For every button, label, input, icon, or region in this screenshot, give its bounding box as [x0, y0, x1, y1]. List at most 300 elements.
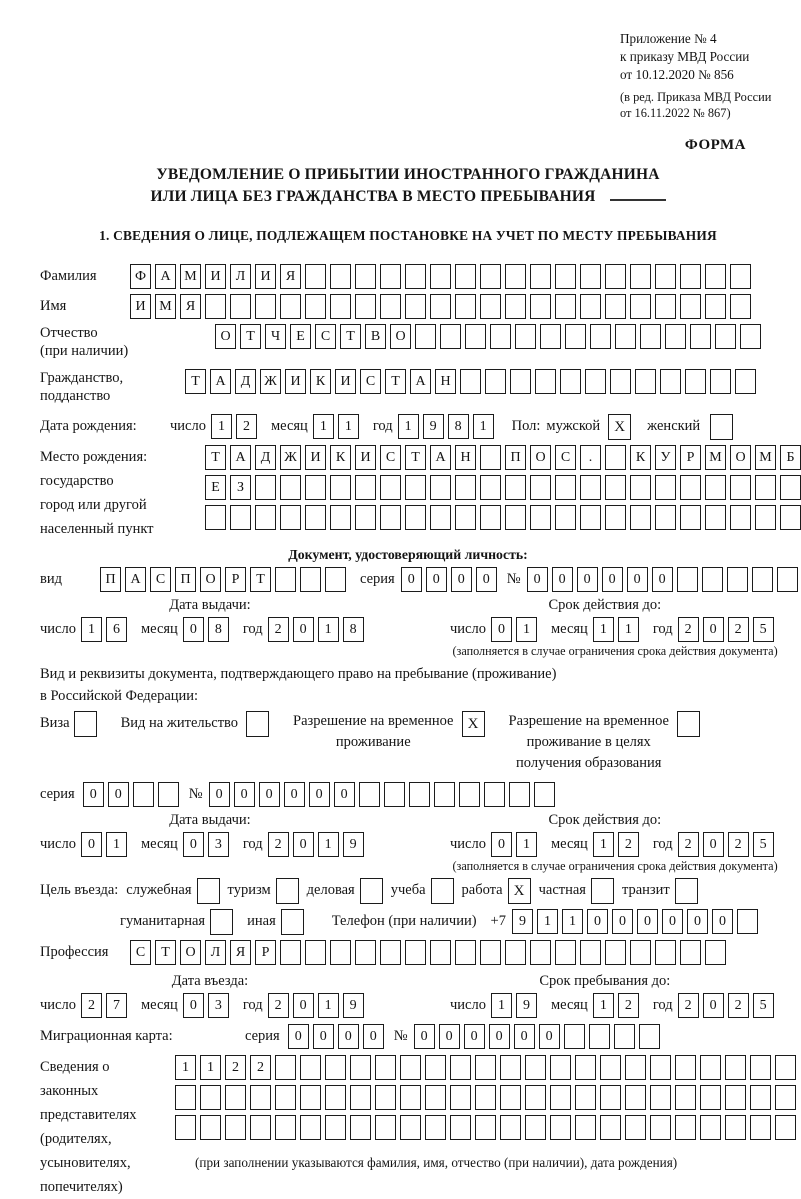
char-cell[interactable] [564, 1024, 585, 1049]
date-cell[interactable]: 2 [728, 993, 749, 1018]
char-cell[interactable] [350, 1115, 371, 1140]
char-cell[interactable] [700, 1085, 721, 1110]
char-cell[interactable]: 0 [363, 1024, 384, 1049]
char-cell[interactable]: Р [680, 445, 701, 470]
char-cell[interactable] [710, 369, 731, 394]
char-cell[interactable] [685, 369, 706, 394]
char-cell[interactable] [530, 505, 551, 530]
char-cell[interactable]: 0 [539, 1024, 560, 1049]
char-cell[interactable] [475, 1115, 496, 1140]
date-cell[interactable]: 0 [703, 993, 724, 1018]
char-cell[interactable] [330, 264, 351, 289]
char-cell[interactable] [409, 782, 430, 807]
char-cell[interactable] [660, 369, 681, 394]
char-cell[interactable] [550, 1085, 571, 1110]
char-cell[interactable] [300, 1115, 321, 1140]
permit-doc-number-boxes[interactable] [209, 782, 555, 807]
char-cell[interactable] [425, 1055, 446, 1080]
char-cell[interactable]: Т [250, 567, 271, 592]
char-cell[interactable] [530, 940, 551, 965]
date-cell[interactable]: 0 [491, 617, 512, 642]
char-cell[interactable]: С [150, 567, 171, 592]
char-cell[interactable] [225, 1115, 246, 1140]
date-cell[interactable]: 2 [618, 993, 639, 1018]
date-cell[interactable]: 0 [81, 832, 102, 857]
char-cell[interactable] [355, 264, 376, 289]
char-cell[interactable] [325, 1085, 346, 1110]
date-cell[interactable]: 5 [753, 617, 774, 642]
char-cell[interactable] [600, 1085, 621, 1110]
char-cell[interactable] [380, 505, 401, 530]
birthplace-boxes-row3[interactable] [205, 505, 801, 530]
char-cell[interactable]: И [355, 445, 376, 470]
char-cell[interactable] [230, 505, 251, 530]
char-cell[interactable] [405, 505, 426, 530]
date-cell[interactable]: 1 [81, 617, 102, 642]
date-cell[interactable]: 1 [106, 832, 127, 857]
char-cell[interactable] [359, 782, 380, 807]
char-cell[interactable] [455, 475, 476, 500]
purpose-option-checkbox[interactable] [431, 878, 454, 904]
char-cell[interactable]: Я [180, 294, 201, 319]
sex-male-checkbox[interactable]: X [608, 414, 631, 440]
char-cell[interactable] [480, 505, 501, 530]
char-cell[interactable] [780, 505, 801, 530]
char-cell[interactable]: 0 [401, 567, 422, 592]
char-cell[interactable] [752, 567, 773, 592]
char-cell[interactable]: Т [155, 940, 176, 965]
char-cell[interactable] [500, 1055, 521, 1080]
char-cell[interactable] [700, 1115, 721, 1140]
char-cell[interactable] [534, 782, 555, 807]
char-cell[interactable] [555, 294, 576, 319]
char-cell[interactable] [425, 1115, 446, 1140]
char-cell[interactable] [375, 1055, 396, 1080]
char-cell[interactable] [655, 475, 676, 500]
char-cell[interactable] [400, 1115, 421, 1140]
char-cell[interactable] [305, 475, 326, 500]
date-cell[interactable]: 9 [516, 993, 537, 1018]
char-cell[interactable]: Н [435, 369, 456, 394]
profession-boxes[interactable] [130, 940, 726, 965]
char-cell[interactable] [737, 909, 758, 934]
char-cell[interactable] [330, 505, 351, 530]
char-cell[interactable] [639, 1024, 660, 1049]
char-cell[interactable]: Н [455, 445, 476, 470]
date-cell[interactable]: 2 [81, 993, 102, 1018]
char-cell[interactable]: О [200, 567, 221, 592]
char-cell[interactable] [133, 782, 154, 807]
char-cell[interactable] [255, 294, 276, 319]
char-cell[interactable] [680, 940, 701, 965]
char-cell[interactable] [525, 1115, 546, 1140]
char-cell[interactable]: И [285, 369, 306, 394]
char-cell[interactable] [690, 324, 711, 349]
char-cell[interactable] [705, 505, 726, 530]
char-cell[interactable]: А [125, 567, 146, 592]
char-cell[interactable]: Е [205, 475, 226, 500]
char-cell[interactable] [225, 1085, 246, 1110]
char-cell[interactable] [205, 294, 226, 319]
migration-card-number-boxes[interactable] [414, 1024, 660, 1049]
char-cell[interactable]: 0 [612, 909, 633, 934]
char-cell[interactable] [405, 294, 426, 319]
permit-doc-issue-date[interactable] [40, 832, 432, 857]
char-cell[interactable] [640, 324, 661, 349]
char-cell[interactable] [665, 324, 686, 349]
char-cell[interactable]: Л [205, 940, 226, 965]
date-cell[interactable]: 7 [106, 993, 127, 1018]
char-cell[interactable] [500, 1085, 521, 1110]
char-cell[interactable] [555, 940, 576, 965]
char-cell[interactable] [275, 1055, 296, 1080]
char-cell[interactable]: З [230, 475, 251, 500]
char-cell[interactable] [575, 1115, 596, 1140]
char-cell[interactable] [610, 369, 631, 394]
char-cell[interactable] [680, 264, 701, 289]
char-cell[interactable]: 0 [489, 1024, 510, 1049]
date-cell[interactable]: 1 [318, 832, 339, 857]
identity-doc-kind-boxes[interactable] [100, 567, 346, 592]
char-cell[interactable]: 0 [577, 567, 598, 592]
date-cell[interactable]: 0 [183, 993, 204, 1018]
char-cell[interactable] [490, 324, 511, 349]
char-cell[interactable] [630, 940, 651, 965]
char-cell[interactable]: 1 [175, 1055, 196, 1080]
birthdate-group[interactable] [170, 414, 498, 439]
char-cell[interactable] [480, 475, 501, 500]
char-cell[interactable]: А [155, 264, 176, 289]
purpose-option-checkbox[interactable] [197, 878, 220, 904]
date-cell[interactable]: 1 [593, 617, 614, 642]
char-cell[interactable] [730, 475, 751, 500]
char-cell[interactable] [525, 1055, 546, 1080]
char-cell[interactable] [630, 475, 651, 500]
char-cell[interactable] [655, 940, 676, 965]
char-cell[interactable] [455, 940, 476, 965]
char-cell[interactable] [775, 1085, 796, 1110]
char-cell[interactable]: П [100, 567, 121, 592]
char-cell[interactable] [430, 264, 451, 289]
char-cell[interactable] [434, 782, 455, 807]
char-cell[interactable] [384, 782, 405, 807]
char-cell[interactable] [560, 369, 581, 394]
char-cell[interactable]: 0 [602, 567, 623, 592]
char-cell[interactable] [775, 1055, 796, 1080]
char-cell[interactable] [730, 264, 751, 289]
date-cell[interactable]: 1 [516, 832, 537, 857]
char-cell[interactable] [400, 1085, 421, 1110]
char-cell[interactable] [325, 1115, 346, 1140]
char-cell[interactable] [158, 782, 179, 807]
char-cell[interactable] [455, 505, 476, 530]
char-cell[interactable] [330, 475, 351, 500]
char-cell[interactable] [575, 1055, 596, 1080]
char-cell[interactable] [750, 1085, 771, 1110]
char-cell[interactable] [300, 567, 321, 592]
char-cell[interactable] [540, 324, 561, 349]
char-cell[interactable] [280, 475, 301, 500]
char-cell[interactable] [380, 264, 401, 289]
char-cell[interactable] [250, 1085, 271, 1110]
date-cell[interactable]: 1 [593, 832, 614, 857]
char-cell[interactable] [740, 324, 761, 349]
edu-residence-checkbox[interactable] [677, 711, 700, 737]
char-cell[interactable] [350, 1055, 371, 1080]
char-cell[interactable] [605, 940, 626, 965]
char-cell[interactable]: Т [385, 369, 406, 394]
sex-female-checkbox[interactable] [710, 414, 733, 440]
char-cell[interactable] [680, 505, 701, 530]
char-cell[interactable]: И [205, 264, 226, 289]
purpose-option-checkbox[interactable] [276, 878, 299, 904]
char-cell[interactable] [200, 1115, 221, 1140]
char-cell[interactable] [675, 1115, 696, 1140]
char-cell[interactable]: 0 [439, 1024, 460, 1049]
char-cell[interactable] [280, 505, 301, 530]
char-cell[interactable] [635, 369, 656, 394]
char-cell[interactable] [255, 475, 276, 500]
char-cell[interactable] [725, 1085, 746, 1110]
date-cell[interactable]: 9 [343, 993, 364, 1018]
date-cell[interactable]: 2 [236, 414, 257, 439]
char-cell[interactable] [400, 1055, 421, 1080]
char-cell[interactable] [705, 475, 726, 500]
char-cell[interactable] [375, 1115, 396, 1140]
char-cell[interactable]: 0 [334, 782, 355, 807]
char-cell[interactable]: Р [255, 940, 276, 965]
char-cell[interactable] [675, 1055, 696, 1080]
char-cell[interactable] [505, 505, 526, 530]
purpose-option-checkbox[interactable] [281, 909, 304, 935]
char-cell[interactable]: О [730, 445, 751, 470]
char-cell[interactable] [525, 1085, 546, 1110]
char-cell[interactable]: О [180, 940, 201, 965]
char-cell[interactable] [355, 940, 376, 965]
char-cell[interactable]: У [655, 445, 676, 470]
date-cell[interactable]: 8 [208, 617, 229, 642]
date-cell[interactable]: 2 [268, 993, 289, 1018]
char-cell[interactable]: 0 [652, 567, 673, 592]
date-cell[interactable]: 2 [268, 832, 289, 857]
stay-until-date[interactable] [450, 993, 778, 1018]
date-cell[interactable]: 1 [516, 617, 537, 642]
char-cell[interactable]: Б [780, 445, 801, 470]
char-cell[interactable] [175, 1085, 196, 1110]
surname-boxes[interactable] [130, 264, 751, 289]
char-cell[interactable] [580, 264, 601, 289]
char-cell[interactable]: 1 [537, 909, 558, 934]
date-cell[interactable]: 5 [753, 832, 774, 857]
birthplace-boxes-row1[interactable] [205, 445, 801, 470]
date-cell[interactable]: 0 [183, 617, 204, 642]
char-cell[interactable] [455, 294, 476, 319]
date-cell[interactable]: 6 [106, 617, 127, 642]
char-cell[interactable]: Ч [265, 324, 286, 349]
purpose-option-checkbox[interactable] [360, 878, 383, 904]
date-cell[interactable]: 2 [618, 832, 639, 857]
char-cell[interactable] [205, 505, 226, 530]
date-cell[interactable]: 0 [183, 832, 204, 857]
char-cell[interactable]: 0 [284, 782, 305, 807]
char-cell[interactable] [430, 294, 451, 319]
char-cell[interactable] [475, 1055, 496, 1080]
char-cell[interactable] [510, 369, 531, 394]
permit-doc-valid-date[interactable] [450, 832, 778, 857]
citizenship-boxes[interactable] [185, 369, 756, 394]
char-cell[interactable]: 0 [514, 1024, 535, 1049]
char-cell[interactable] [700, 1055, 721, 1080]
char-cell[interactable] [550, 1055, 571, 1080]
purpose-option-checkbox[interactable]: X [508, 878, 531, 904]
char-cell[interactable] [650, 1115, 671, 1140]
char-cell[interactable] [500, 1115, 521, 1140]
char-cell[interactable] [440, 324, 461, 349]
date-cell[interactable]: 2 [268, 617, 289, 642]
char-cell[interactable] [480, 445, 501, 470]
char-cell[interactable] [555, 505, 576, 530]
char-cell[interactable]: 1 [200, 1055, 221, 1080]
residence-permit-checkbox[interactable] [246, 711, 269, 737]
char-cell[interactable] [380, 294, 401, 319]
date-cell[interactable]: 1 [491, 993, 512, 1018]
char-cell[interactable] [727, 567, 748, 592]
date-cell[interactable]: 0 [293, 617, 314, 642]
char-cell[interactable]: 0 [587, 909, 608, 934]
char-cell[interactable]: Д [235, 369, 256, 394]
char-cell[interactable]: М [155, 294, 176, 319]
char-cell[interactable] [405, 940, 426, 965]
char-cell[interactable] [655, 505, 676, 530]
char-cell[interactable]: 0 [476, 567, 497, 592]
char-cell[interactable]: Я [230, 940, 251, 965]
char-cell[interactable]: С [360, 369, 381, 394]
char-cell[interactable] [705, 264, 726, 289]
char-cell[interactable] [300, 1055, 321, 1080]
char-cell[interactable]: Ж [280, 445, 301, 470]
char-cell[interactable]: 0 [662, 909, 683, 934]
representatives-boxes-row3[interactable] [175, 1115, 796, 1140]
char-cell[interactable]: 0 [288, 1024, 309, 1049]
char-cell[interactable] [275, 1085, 296, 1110]
entry-date-group[interactable] [40, 993, 432, 1018]
date-cell[interactable]: 0 [703, 832, 724, 857]
char-cell[interactable]: С [315, 324, 336, 349]
char-cell[interactable] [630, 264, 651, 289]
char-cell[interactable]: 0 [451, 567, 472, 592]
date-cell[interactable]: 0 [703, 617, 724, 642]
char-cell[interactable] [465, 324, 486, 349]
char-cell[interactable]: И [130, 294, 151, 319]
char-cell[interactable]: О [215, 324, 236, 349]
char-cell[interactable] [530, 475, 551, 500]
char-cell[interactable] [480, 264, 501, 289]
char-cell[interactable] [580, 294, 601, 319]
date-cell[interactable]: 8 [448, 414, 469, 439]
char-cell[interactable] [460, 369, 481, 394]
char-cell[interactable] [425, 1085, 446, 1110]
char-cell[interactable] [405, 264, 426, 289]
char-cell[interactable]: С [130, 940, 151, 965]
char-cell[interactable] [625, 1085, 646, 1110]
char-cell[interactable] [509, 782, 530, 807]
char-cell[interactable] [555, 264, 576, 289]
char-cell[interactable]: О [530, 445, 551, 470]
char-cell[interactable] [505, 475, 526, 500]
char-cell[interactable] [459, 782, 480, 807]
purpose-option-checkbox[interactable] [675, 878, 698, 904]
char-cell[interactable] [725, 1055, 746, 1080]
char-cell[interactable]: И [255, 264, 276, 289]
date-cell[interactable]: 1 [318, 993, 339, 1018]
char-cell[interactable] [605, 294, 626, 319]
char-cell[interactable] [375, 1085, 396, 1110]
date-cell[interactable]: 2 [728, 617, 749, 642]
date-cell[interactable]: 8 [343, 617, 364, 642]
char-cell[interactable] [380, 940, 401, 965]
char-cell[interactable] [755, 505, 776, 530]
char-cell[interactable]: 0 [637, 909, 658, 934]
char-cell[interactable] [275, 1115, 296, 1140]
char-cell[interactable] [200, 1085, 221, 1110]
char-cell[interactable]: Т [185, 369, 206, 394]
char-cell[interactable]: Т [205, 445, 226, 470]
char-cell[interactable]: И [335, 369, 356, 394]
char-cell[interactable] [615, 324, 636, 349]
char-cell[interactable] [755, 475, 776, 500]
char-cell[interactable] [350, 1085, 371, 1110]
visa-checkbox[interactable] [74, 711, 97, 737]
char-cell[interactable] [580, 475, 601, 500]
date-cell[interactable]: 9 [423, 414, 444, 439]
date-cell[interactable]: 2 [678, 993, 699, 1018]
date-cell[interactable]: 1 [211, 414, 232, 439]
char-cell[interactable] [605, 475, 626, 500]
birthplace-boxes-row2[interactable] [205, 475, 801, 500]
char-cell[interactable] [590, 324, 611, 349]
char-cell[interactable]: Т [240, 324, 261, 349]
char-cell[interactable]: А [430, 445, 451, 470]
char-cell[interactable] [777, 567, 798, 592]
char-cell[interactable]: 1 [562, 909, 583, 934]
char-cell[interactable] [280, 940, 301, 965]
char-cell[interactable] [530, 264, 551, 289]
temp-residence-checkbox[interactable]: X [462, 711, 485, 737]
char-cell[interactable] [650, 1055, 671, 1080]
char-cell[interactable]: 0 [464, 1024, 485, 1049]
char-cell[interactable] [430, 505, 451, 530]
char-cell[interactable] [775, 1115, 796, 1140]
char-cell[interactable] [702, 567, 723, 592]
char-cell[interactable]: 0 [259, 782, 280, 807]
char-cell[interactable] [655, 264, 676, 289]
char-cell[interactable]: 0 [313, 1024, 334, 1049]
date-cell[interactable]: 3 [208, 832, 229, 857]
char-cell[interactable]: 0 [338, 1024, 359, 1049]
char-cell[interactable] [430, 475, 451, 500]
char-cell[interactable]: К [630, 445, 651, 470]
char-cell[interactable]: 0 [426, 567, 447, 592]
char-cell[interactable] [575, 1085, 596, 1110]
char-cell[interactable] [355, 505, 376, 530]
char-cell[interactable] [275, 567, 296, 592]
char-cell[interactable]: 0 [627, 567, 648, 592]
char-cell[interactable] [325, 567, 346, 592]
char-cell[interactable] [705, 294, 726, 319]
char-cell[interactable] [505, 264, 526, 289]
char-cell[interactable]: В [365, 324, 386, 349]
representatives-boxes-row1[interactable] [175, 1055, 796, 1080]
